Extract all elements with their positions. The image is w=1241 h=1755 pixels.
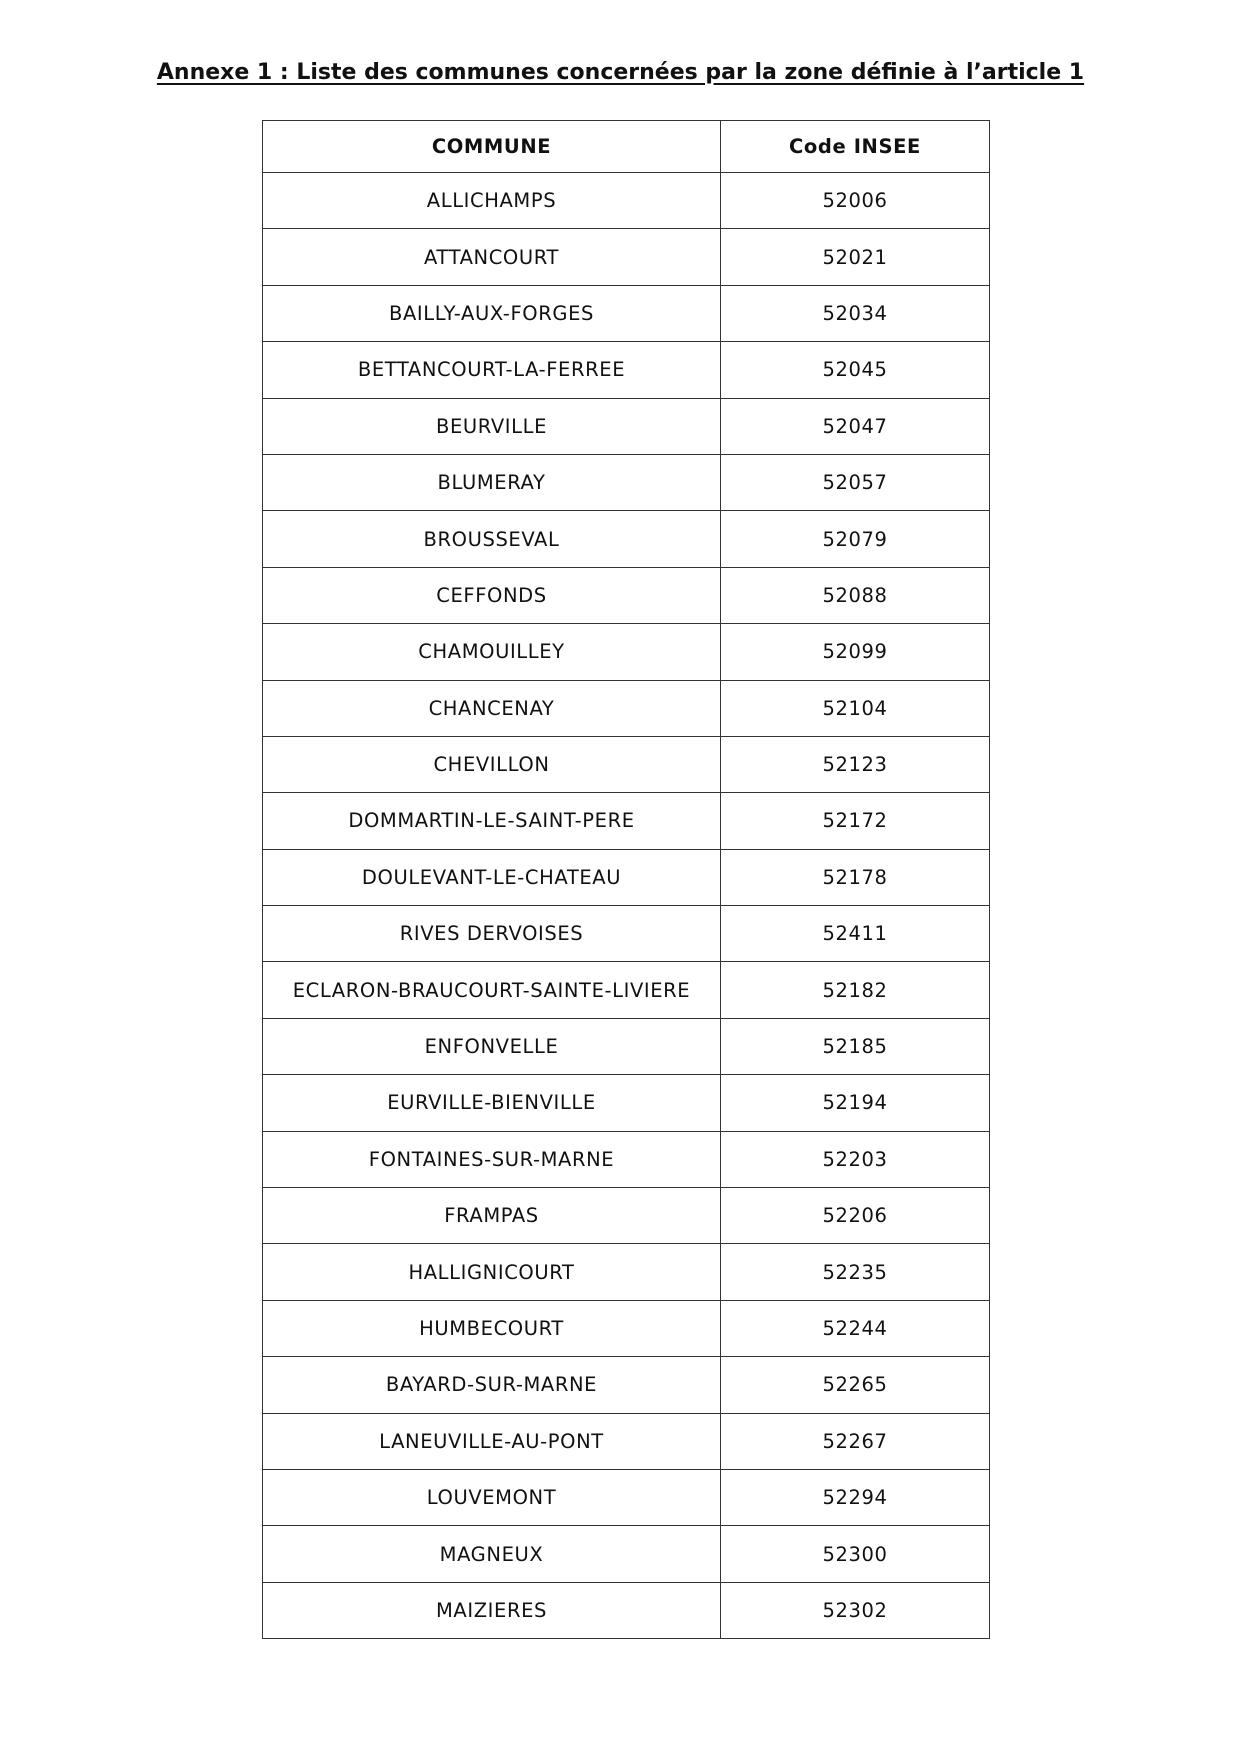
table-row xyxy=(263,1018,990,1074)
communes-table xyxy=(262,120,990,1639)
commune-cell: BETTANCOURT-LA-FERREE xyxy=(263,342,721,398)
commune-cell: ALLICHAMPS xyxy=(263,173,721,229)
code-insee-cell: 52123 xyxy=(721,736,990,792)
table-row xyxy=(263,1469,990,1525)
commune-cell: BLUMERAY xyxy=(263,454,721,510)
commune-cell: MAIZIERES xyxy=(263,1582,721,1638)
table-row xyxy=(263,454,990,510)
table-row xyxy=(263,906,990,962)
table-row xyxy=(263,285,990,341)
commune-cell: RIVES DERVOISES xyxy=(263,906,721,962)
commune-cell: FRAMPAS xyxy=(263,1188,721,1244)
commune-cell: DOULEVANT-LE-CHATEAU xyxy=(263,849,721,905)
commune-cell: CHEVILLON xyxy=(263,736,721,792)
commune-cell: LANEUVILLE-AU-PONT xyxy=(263,1413,721,1469)
header-commune: COMMUNE xyxy=(263,121,721,173)
code-insee-cell: 52294 xyxy=(721,1469,990,1525)
table-row xyxy=(263,1188,990,1244)
code-insee-cell: 52265 xyxy=(721,1357,990,1413)
table-row xyxy=(263,1357,990,1413)
code-insee-cell: 52411 xyxy=(721,906,990,962)
code-insee-cell: 52182 xyxy=(721,962,990,1018)
code-insee-cell: 52057 xyxy=(721,454,990,510)
table-row xyxy=(263,793,990,849)
code-insee-cell: 52006 xyxy=(721,173,990,229)
code-insee-cell: 52178 xyxy=(721,849,990,905)
commune-cell: ECLARON-BRAUCOURT-SAINTE-LIVIERE xyxy=(263,962,721,1018)
code-insee-cell: 52267 xyxy=(721,1413,990,1469)
table-row xyxy=(263,1300,990,1356)
commune-cell: EURVILLE-BIENVILLE xyxy=(263,1075,721,1131)
code-insee-cell: 52206 xyxy=(721,1188,990,1244)
code-insee-cell: 52034 xyxy=(721,285,990,341)
table-row xyxy=(263,736,990,792)
commune-cell: ATTANCOURT xyxy=(263,229,721,285)
header-code-insee: Code INSEE xyxy=(721,121,990,173)
table-row xyxy=(263,962,990,1018)
page-title: Annexe 1 : Liste des communes concernées par la zone définie à l’article 1 xyxy=(156,60,1085,85)
table-row xyxy=(263,1075,990,1131)
table-row xyxy=(263,398,990,454)
commune-cell: HALLIGNICOURT xyxy=(263,1244,721,1300)
code-insee-cell: 52302 xyxy=(721,1582,990,1638)
code-insee-cell: 52194 xyxy=(721,1075,990,1131)
table-row xyxy=(263,1526,990,1582)
commune-cell: BROUSSEVAL xyxy=(263,511,721,567)
table-row xyxy=(263,1244,990,1300)
code-insee-cell: 52047 xyxy=(721,398,990,454)
commune-cell: CEFFONDS xyxy=(263,567,721,623)
commune-cell: DOMMARTIN-LE-SAINT-PERE xyxy=(263,793,721,849)
code-insee-cell: 52045 xyxy=(721,342,990,398)
table-row xyxy=(263,342,990,398)
table-header-row xyxy=(263,121,990,173)
code-insee-cell: 52244 xyxy=(721,1300,990,1356)
commune-cell: MAGNEUX xyxy=(263,1526,721,1582)
commune-cell: ENFONVELLE xyxy=(263,1018,721,1074)
table-row xyxy=(263,849,990,905)
code-insee-cell: 52104 xyxy=(721,680,990,736)
table-row xyxy=(263,229,990,285)
code-insee-cell: 52021 xyxy=(721,229,990,285)
code-insee-cell: 52079 xyxy=(721,511,990,567)
code-insee-cell: 52185 xyxy=(721,1018,990,1074)
table-row xyxy=(263,624,990,680)
commune-cell: CHAMOUILLEY xyxy=(263,624,721,680)
table-row xyxy=(263,173,990,229)
code-insee-cell: 52300 xyxy=(721,1526,990,1582)
commune-cell: FONTAINES-SUR-MARNE xyxy=(263,1131,721,1187)
code-insee-cell: 52172 xyxy=(721,793,990,849)
commune-cell: HUMBECOURT xyxy=(263,1300,721,1356)
commune-cell: LOUVEMONT xyxy=(263,1469,721,1525)
table-row xyxy=(263,1131,990,1187)
commune-cell: BAYARD-SUR-MARNE xyxy=(263,1357,721,1413)
code-insee-cell: 52088 xyxy=(721,567,990,623)
table-row xyxy=(263,680,990,736)
commune-cell: BAILLY-AUX-FORGES xyxy=(263,285,721,341)
commune-cell: CHANCENAY xyxy=(263,680,721,736)
table-row xyxy=(263,567,990,623)
commune-cell: BEURVILLE xyxy=(263,398,721,454)
table-body xyxy=(263,173,990,1639)
code-insee-cell: 52099 xyxy=(721,624,990,680)
table-row xyxy=(263,1582,990,1638)
code-insee-cell: 52235 xyxy=(721,1244,990,1300)
code-insee-cell: 52203 xyxy=(721,1131,990,1187)
table-row xyxy=(263,511,990,567)
table-row xyxy=(263,1413,990,1469)
